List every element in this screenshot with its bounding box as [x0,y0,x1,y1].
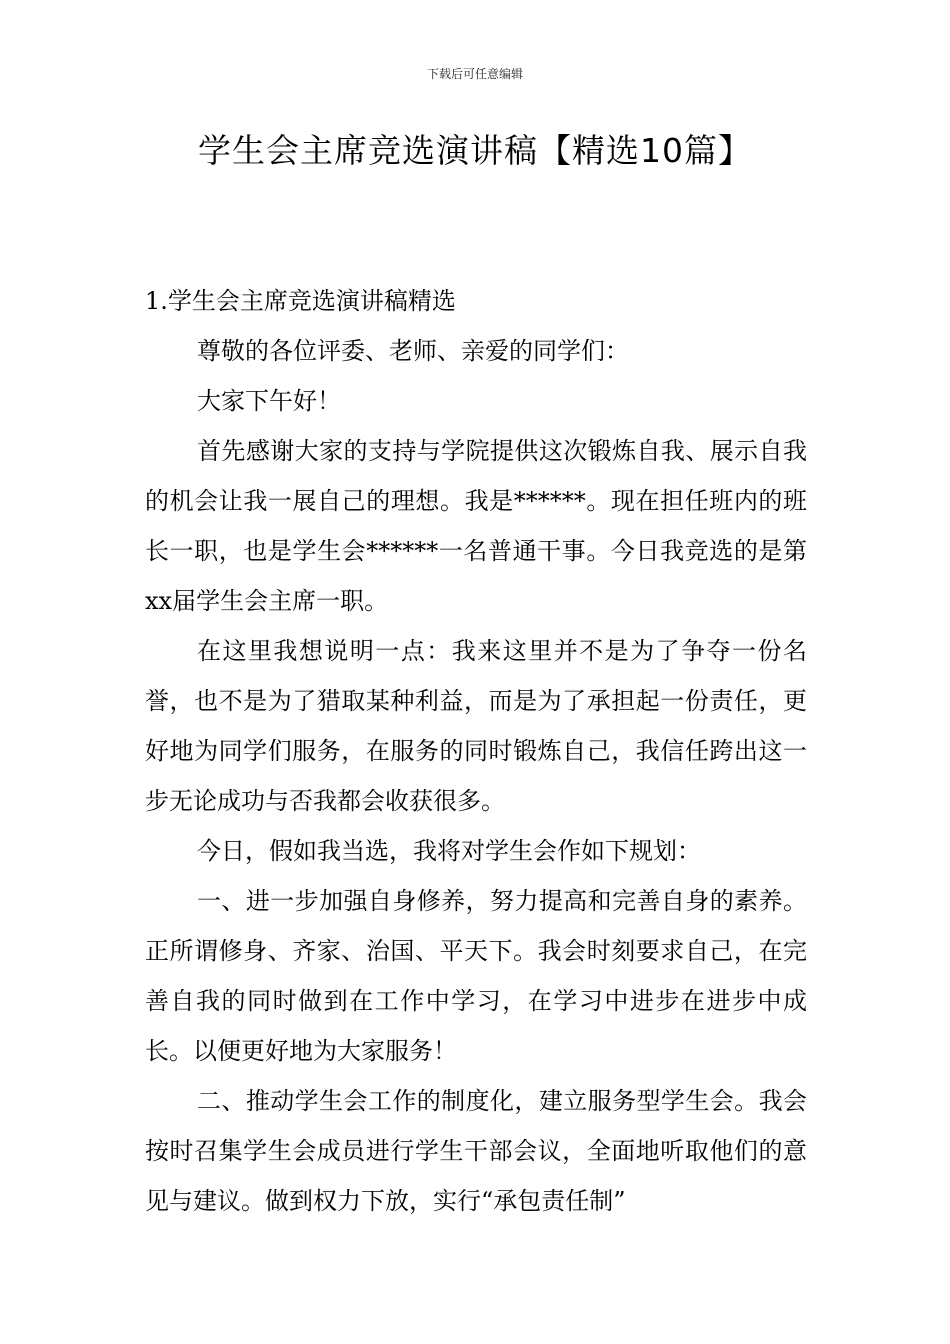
paragraph-introduction: 首先感谢大家的支持与学院提供这次锻炼自我、展示自我的机会让我一展自己的理想。我是******。现在担任班内的班长一职，也是学生会******一名普通干事。今日我竞选的是第xx届学生会主席一职。 [145,437,807,615]
document-body [145,276,807,1226]
paragraph-plan-two: 二、推动学生会工作的制度化，建立服务型学生会。我会按时召集学生会成员进行学生干部会议，全面地听取他们的意见与建议。做到权力下放，实行“承包责任制” [145,1087,807,1215]
paragraph-salutation: 尊敬的各位评委、老师、亲爱的同学们： [197,337,629,365]
document-title: 学生会主席竞选演讲稿【精选10篇】 [198,131,752,170]
paragraph-greeting: 大家下午好！ [197,387,341,415]
paragraph-plan-intro: 今日，假如我当选，我将对学生会作如下规划： [197,837,701,865]
section-heading: 1.学生会主席竞选演讲稿精选 [145,287,456,315]
paragraph-motivation: 在这里我想说明一点：我来这里并不是为了争夺一份名誉，也不是为了猎取某种利益，而是为了承担起一份责任，更好地为同学们服务，在服务的同时锻炼自己，我信任跨出这一步无论成功与否我都会收获很多。 [145,637,807,815]
header-note: 下载后可任意编辑 [426,67,523,81]
paragraph-plan-one: 一、进一步加强自身修养，努力提高和完善自身的素养。正所谓修身、齐家、治国、平天下。我会时刻要求自己，在完善自我的同时做到在工作中学习，在学习中进步在进步中成长。以便更好地为大家服务！ [145,887,807,1065]
